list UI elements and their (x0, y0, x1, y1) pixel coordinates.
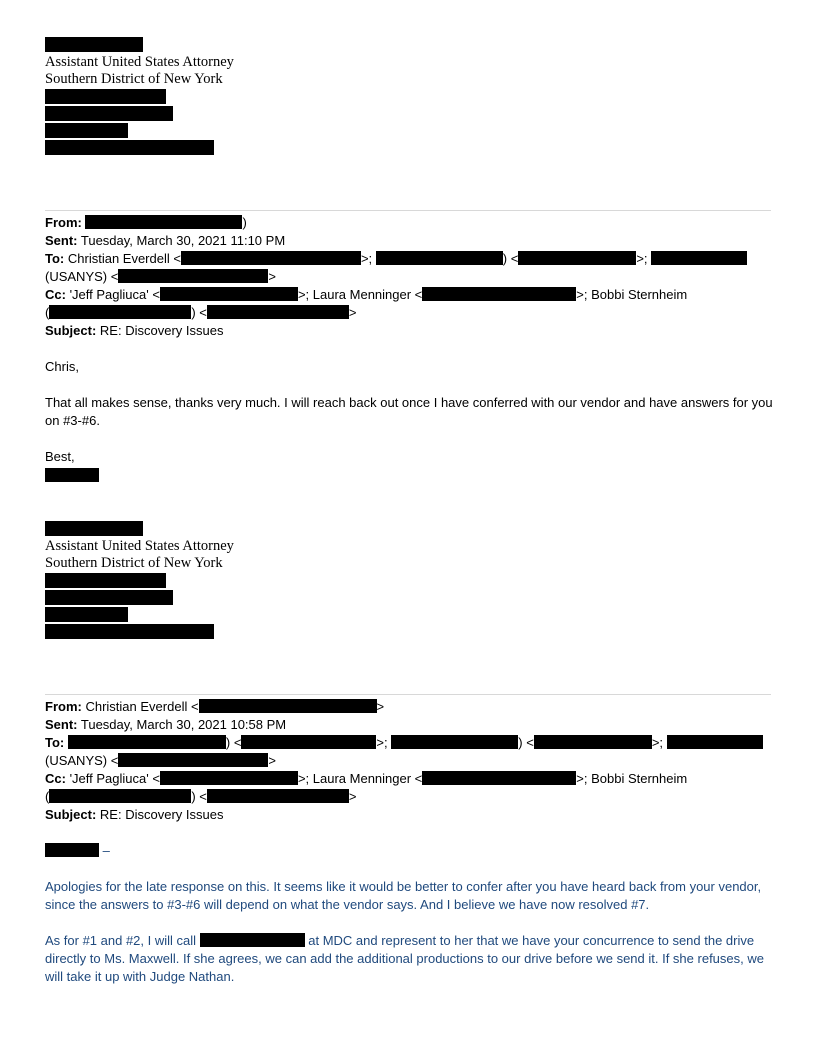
redacted-email (181, 251, 361, 265)
redacted-name (45, 521, 143, 536)
from-name: Christian Everdell < (85, 699, 199, 714)
from-label: From: (45, 215, 82, 230)
cc-label: Cc: (45, 771, 66, 786)
email1-closing: Best, (45, 449, 75, 464)
paren: ( (45, 789, 50, 804)
separator: >; (651, 735, 664, 750)
cc-name: 'Jeff Pagliuca' < (69, 771, 160, 786)
signature-office: Southern District of New York (45, 71, 223, 87)
bracket: > (268, 753, 276, 768)
email1-cc-line2 (45, 304, 356, 322)
greeting-dash: – (102, 843, 110, 858)
redacted-email (160, 771, 298, 785)
redacted-name (68, 735, 226, 749)
to-label: To: (45, 251, 65, 266)
email1-subject-line (45, 322, 223, 340)
redacted-name (391, 735, 518, 749)
email2-cc-line2 (45, 788, 356, 806)
redacted-email (422, 771, 576, 785)
email1-to-line2 (45, 268, 276, 286)
redacted-email (207, 305, 349, 319)
redacted-email (49, 305, 191, 319)
cc-name: 'Jeff Pagliuca' < (69, 287, 160, 302)
to-label: To: (45, 735, 65, 750)
email2-from-line (45, 698, 384, 716)
redacted-email (160, 287, 298, 301)
email2-subject-line (45, 806, 223, 824)
redacted-name (45, 37, 143, 52)
subject-value: RE: Discovery Issues (99, 323, 224, 338)
email1-greeting: Chris, (45, 359, 79, 374)
bracket: > (376, 699, 385, 714)
email1-sent-line (45, 232, 285, 250)
email2-greeting (45, 842, 110, 860)
redacted-phone (45, 123, 128, 138)
signature-title: Assistant United States Attorney (45, 54, 234, 70)
subject-label: Subject: (45, 807, 97, 822)
redacted-address-line (45, 106, 173, 121)
redacted-email (518, 251, 636, 265)
separator: >; (636, 251, 648, 266)
email2-paragraph-1: Apologies for the late response on this. It seems like it would be better to confer after you have heard back from your vendor, since the answers to #3-#6 will depend on what the vendor says. And I believe we have now resolved #7. (45, 879, 762, 912)
to-continuation: (USANYS) < (45, 269, 119, 284)
redacted-address-line (45, 573, 166, 588)
bracket: > (268, 269, 276, 284)
redacted-phone (45, 607, 128, 622)
sent-value: Tuesday, March 30, 2021 10:58 PM (80, 717, 287, 732)
cc-name: >; Laura Menninger < (297, 287, 423, 302)
redacted-name (667, 735, 763, 749)
email2-paragraph-2 (45, 932, 775, 986)
redacted-address-line (45, 89, 166, 104)
cc-label: Cc: (45, 287, 66, 302)
signature-office: Southern District of New York (45, 555, 223, 571)
redacted-name (45, 843, 99, 857)
bracket: > (348, 789, 357, 804)
separator: ) < (191, 305, 207, 320)
separator: ) < (502, 251, 519, 266)
redacted-email (49, 789, 191, 803)
paren: ( (45, 305, 50, 320)
email1-body: That all makes sense, thanks very much. I will reach back out once I have conferred with our vendor and have answers for you on #3-#6. (45, 395, 773, 428)
email1-from-line (45, 214, 247, 232)
redacted-email (422, 287, 576, 301)
redacted-email (45, 624, 214, 639)
email2-to-line2 (45, 752, 276, 770)
divider (45, 210, 771, 211)
email1-to-line (45, 250, 747, 268)
redacted-sender (85, 215, 242, 229)
separator: ) < (191, 789, 207, 804)
sent-value: Tuesday, March 30, 2021 11:10 PM (80, 233, 286, 248)
redacted-signature (45, 468, 99, 482)
divider (45, 694, 771, 695)
cc-name: >; Bobbi Sternheim (576, 771, 688, 786)
subject-value: RE: Discovery Issues (99, 807, 224, 822)
email1-cc-line (45, 286, 687, 304)
from-label: From: (45, 699, 82, 714)
redacted-email (534, 735, 652, 749)
separator: >; (360, 251, 373, 266)
to-continuation: (USANYS) < (45, 753, 119, 768)
subject-label: Subject: (45, 323, 97, 338)
redacted-email (118, 269, 268, 283)
redacted-name (651, 251, 747, 265)
email2-to-line (45, 734, 763, 752)
cc-name: >; Bobbi Sternheim (576, 287, 688, 302)
redacted-email (241, 735, 376, 749)
separator: ) < (518, 735, 534, 750)
separator: ) < (225, 735, 242, 750)
redacted-email (207, 789, 349, 803)
redacted-email (118, 753, 268, 767)
redacted-email (199, 699, 377, 713)
redacted-name (376, 251, 503, 265)
sent-label: Sent: (45, 717, 78, 732)
email2-cc-line (45, 770, 687, 788)
para2-text-a: As for #1 and #2, I will call (45, 933, 200, 948)
redacted-name (200, 933, 305, 947)
to-name: Christian Everdell < (67, 251, 181, 266)
sent-label: Sent: (45, 233, 78, 248)
redacted-address-line (45, 590, 173, 605)
email2-sent-line (45, 716, 286, 734)
cc-name: >; Laura Menninger < (297, 771, 423, 786)
from-tail: ) (242, 215, 247, 230)
para2-text-b: at MDC and represent to her that we have your concurrence to send the drive directly to Ms. Maxwell. If she agrees, we can add the additional productions to our drive before we send it. If she refuses, we will take it up with Judge Nathan. (45, 933, 764, 984)
redacted-email (45, 140, 214, 155)
bracket: > (348, 305, 357, 320)
signature-title: Assistant United States Attorney (45, 538, 234, 554)
separator: >; (376, 735, 388, 750)
